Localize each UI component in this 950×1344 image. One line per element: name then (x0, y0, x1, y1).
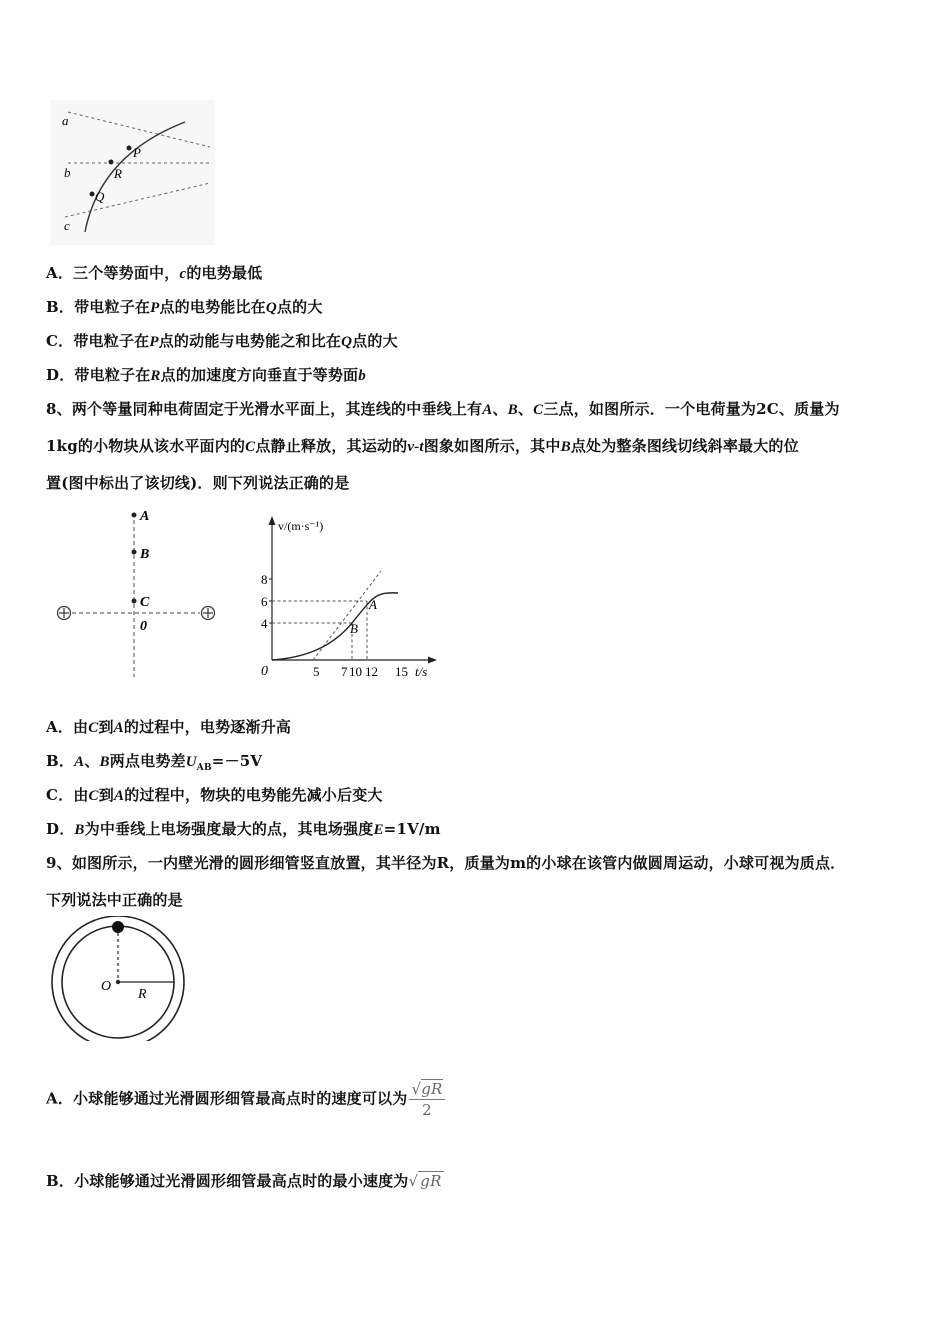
q7-option-d: D．带电粒子在R点的加速度方向垂直于等势面b (46, 366, 366, 384)
q7-option-a: A．三个等势面中，c的电势最低 (46, 264, 263, 282)
label-A: A (140, 509, 150, 524)
label-Q: Q (95, 189, 105, 204)
ball (112, 921, 124, 933)
xtick-12: 12 (365, 664, 378, 679)
point-B-label: B (350, 621, 358, 636)
y-axis-label: v/(m·s⁻¹) (278, 519, 324, 533)
q8-option-b: B．A、B两点电势差$U_{AB}=-5V$ (46, 752, 263, 773)
q9-option-b: B．小球能够通过光滑圆形细管最高点时的最小速度为√ gR (46, 1172, 442, 1190)
q8-stem-line2: 1kg的小物块从该水平面内的C点静止释放，其运动的v-t图象如图所示，其中B点处为整条图线切线斜率最大的位 (46, 437, 799, 455)
q7-option-c: C．带电粒子在P点的动能与电势能之和比在Q点的大 (46, 332, 398, 350)
positive-charge-left (58, 607, 71, 620)
positive-charge-right (202, 607, 215, 620)
equipotential-figure (50, 100, 215, 245)
xtick-7: 7 (341, 664, 348, 679)
label-P: P (133, 145, 141, 160)
label-B: B (140, 547, 150, 562)
q8-option-d: D．B为中垂线上电场强度最大的点，其电场强度E=1V/m (46, 820, 441, 838)
xtick-15: 15 (395, 664, 408, 679)
xtick-10: 10 (349, 664, 362, 679)
label-R: R (138, 987, 147, 1002)
label-b: b (64, 165, 71, 180)
point-A-label: A (369, 597, 377, 612)
ytick-8: 8 (261, 572, 268, 587)
q8-stem-line3: 置(图中标出了该切线)．则下列说法正确的是 (46, 474, 350, 492)
label-a: a (62, 113, 69, 128)
circular-tube-figure (46, 916, 191, 1041)
label-O: O (101, 979, 112, 994)
label-C: C (140, 595, 150, 610)
q9-stem-line1: 9、如图所示，一内壁光滑的圆形细管竖直放置，其半径为R，质量为m的小球在该管内做圆周运动，小球可视为质点． (46, 854, 846, 872)
sqrt-gR: √ gR (408, 1172, 442, 1190)
label-O: 0 (140, 619, 147, 634)
q9-option-a: A．小球能够通过光滑圆形细管最高点时的速度可以为 $\frac{√gR}{2}$ (46, 1080, 443, 1119)
fraction-sqrt-gR-over-2: $\frac{√gR}{2}$ (411, 1080, 443, 1119)
ytick-4: 4 (261, 616, 268, 631)
vt-graph (255, 510, 440, 685)
label-R: R (114, 166, 122, 181)
x-axis-label: t/s (415, 664, 428, 679)
ytick-6: 6 (261, 594, 268, 609)
origin-label: 0 (261, 664, 268, 679)
charges-figure (50, 505, 225, 685)
q8-stem-line1: 8、两个等量同种电荷固定于光滑水平面上，其连线的中垂线上有A、B、C三点，如图所示．一个电荷量为2C、质量为 (46, 400, 840, 418)
q8-option-a: A．由C到A的过程中，电势逐渐升高 (46, 718, 292, 736)
q9-stem-line2: 下列说法中正确的是 (46, 891, 183, 909)
q8-option-c: C．由C到A的过程中，物块的电势能先减小后变大 (46, 786, 383, 804)
xtick-5: 5 (313, 664, 320, 679)
q7-option-b: B．带电粒子在P点的电势能比在Q点的大 (46, 298, 323, 316)
vt-curve (272, 593, 398, 660)
label-c: c (64, 218, 70, 233)
